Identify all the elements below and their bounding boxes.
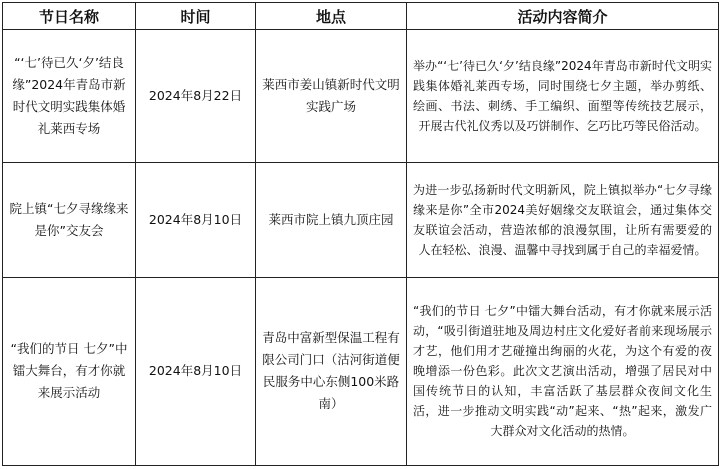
cell-location: 青岛中富新型保温工程有限公司门口（沽河街道便民服务中心东侧100米路南） xyxy=(256,277,407,465)
table-row xyxy=(3,277,719,465)
cell-content: 为进一步弘扬新时代文明新风，院上镇拟举办“七夕寻缘 缘来是你”全市2024美好姻缘交友联谊会，通过集体交友联谊会活动，营造浓郁的浪漫氛围，让所有需要爱的人在轻松、浪漫、温馨中寻找到属于自己的幸福爱情。 xyxy=(407,162,719,277)
header-content: 活动内容简介 xyxy=(407,3,719,30)
header-location: 地点 xyxy=(256,3,407,30)
header-time: 时间 xyxy=(136,3,256,30)
table-row xyxy=(3,30,719,163)
cell-content: “我们的节日 七夕”中镭大舞台活动，有才你就来展示活动，“吸引街道驻地及周边村庄文化爱好者前来现场展示才艺，他们用才艺碰撞出绚丽的火花，为这个有爱的夜晚增添一份色彩。此次文艺演出活动，增强了居民对中国传统节日的认知，丰富活跃了基层群众夜间文化生活，进一步推动文明实践“动”起来、“热”起来，激发广大群众对文化活动的热情。 xyxy=(407,277,719,465)
cell-time: 2024年8月10日 xyxy=(136,277,256,465)
cell-location: 莱西市院上镇九顶庄园 xyxy=(256,162,407,277)
header-row xyxy=(3,3,719,30)
cell-festival-name: “我们的节日 七夕”中镭大舞台，有才你就来展示活动 xyxy=(3,277,136,465)
table-row xyxy=(3,162,719,277)
festival-events-table xyxy=(2,2,719,466)
cell-time: 2024年8月10日 xyxy=(136,162,256,277)
cell-festival-name: 院上镇“七夕寻缘缘来是你”交友会 xyxy=(3,162,136,277)
cell-content: 举办“‘七’待已久‘夕’结良缘”2024年青岛市新时代文明实践集体婚礼莱西专场，同时围绕七夕主题，举办剪纸、绘画、书法、刺绣、手工编织、面塑等传统技艺展示，开展古代礼仪秀以及巧饼制作、乞巧比巧等民俗活动。 xyxy=(407,30,719,163)
cell-location: 莱西市姜山镇新时代文明实践广场 xyxy=(256,30,407,163)
cell-festival-name: “‘七’待已久‘夕’结良缘”2024年青岛市新时代文明实践集体婚礼莱西专场 xyxy=(3,30,136,163)
cell-time: 2024年8月22日 xyxy=(136,30,256,163)
header-festival-name: 节日名称 xyxy=(3,3,136,30)
